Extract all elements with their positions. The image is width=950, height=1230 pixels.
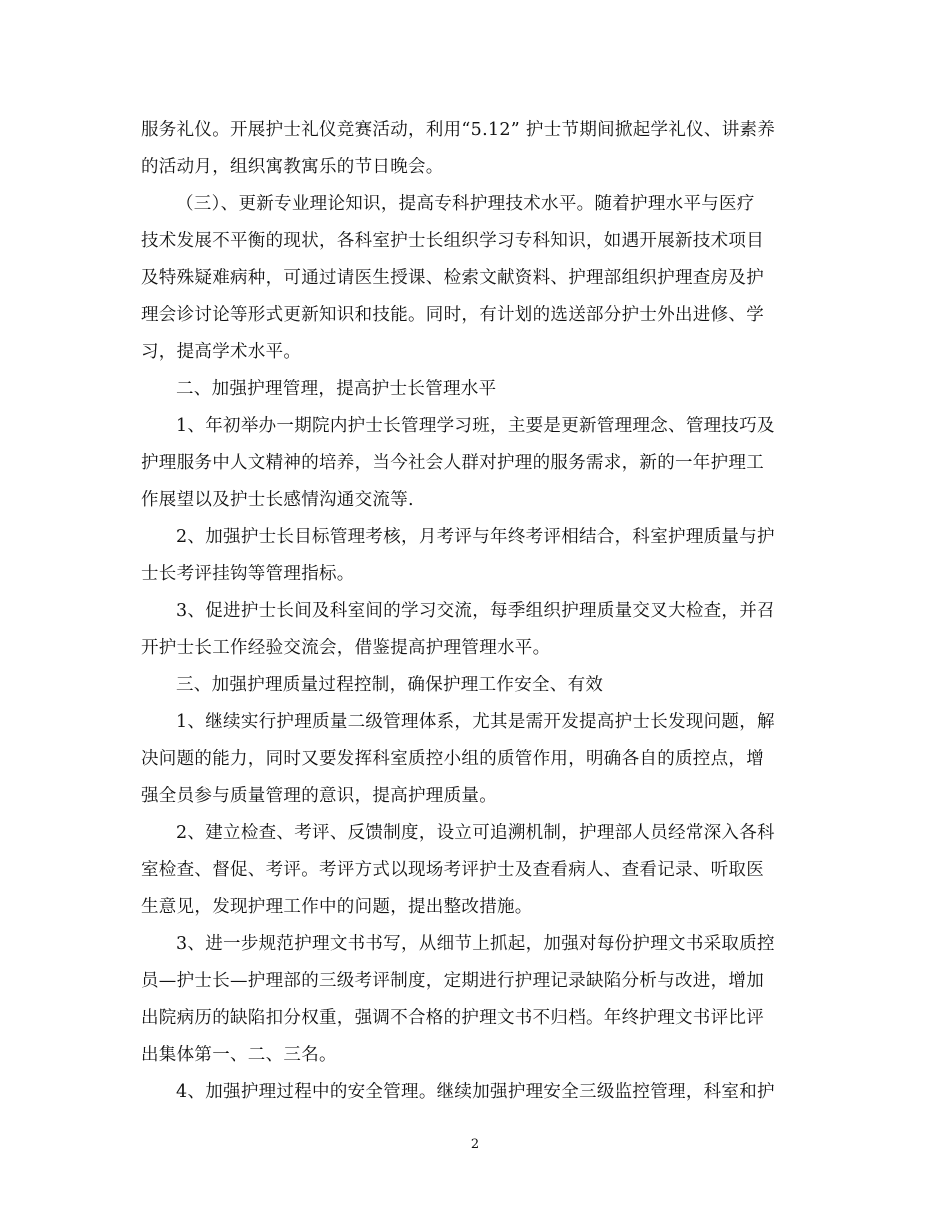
text-line: 2、建立检查、考评、反馈制度，设立可追溯机制，护理部人员经常深入各科	[176, 823, 775, 843]
text-line: 强全员参与质量管理的意识，提高护理质量。	[141, 786, 497, 806]
text-line: 的活动月，组织寓教寓乐的节日晚会。	[141, 157, 444, 177]
text-line: 室检查、督促、考评。考评方式以现场考评护士及查看病人、查看记录、听取医	[141, 860, 764, 880]
text-line: 1、继续实行护理质量二级管理体系，尤其是需开发提高护士长发现问题，解	[176, 712, 775, 732]
page-number: 2	[470, 1137, 480, 1152]
text-line: 4、加强护理过程中的安全管理。继续加强护理安全三级监控管理，科室和护	[176, 1082, 775, 1102]
text-line: 二、加强护理管理，提高护士长管理水平	[176, 379, 497, 399]
text-line: （三）、更新专业理论知识，提高专科护理技术水平。随着护理水平与医疗	[176, 194, 755, 214]
text-line: 出集体第一、二、三名。	[141, 1045, 337, 1065]
text-line: 出院病历的缺陷扣分权重，强调不合格的护理文书不归档。年终护理文书评比评	[141, 1008, 764, 1028]
text-line: 理会诊讨论等形式更新知识和技能。同时，有计划的选送部分护士外出进修、学	[141, 305, 764, 325]
text-line: 生意见，发现护理工作中的问题，提出整改措施。	[141, 897, 533, 917]
text-line: 1、年初举办一期院内护士长管理学习班，主要是更新管理理念、管理技巧及	[176, 416, 775, 436]
text-line: 服务礼仪。开展护士礼仪竞赛活动，利用“5.12” 护士节期间掀起学礼仪、讲素养	[141, 120, 776, 140]
text-line: 习，提高学术水平。	[141, 342, 302, 362]
text-line: 及特殊疑难病种，可通过请医生授课、检索文献资料、护理部组织护理查房及护	[141, 268, 764, 288]
text-line: 3、促进护士长间及科室间的学习交流，每季组织护理质量交叉大检查，并召	[176, 601, 775, 621]
body-text	[141, 112, 806, 1111]
text-line: 3、进一步规范护理文书书写，从细节上抓起，加强对每份护理文书采取质控	[176, 934, 775, 954]
text-line: 2、加强护士长目标管理考核，月考评与年终考评相结合，科室护理质量与护	[176, 527, 775, 547]
text-line: 作展望以及护士长感情沟通交流等.	[141, 490, 414, 510]
text-line: 技术发展不平衡的现状，各科室护士长组织学习专科知识，如遇开展新技术项目	[141, 231, 764, 251]
text-line: 三、加强护理质量过程控制，确保护理工作安全、有效	[176, 675, 604, 695]
text-line: 开护士长工作经验交流会，借鉴提高护理管理水平。	[141, 638, 551, 658]
text-line: 士长考评挂钩等管理指标。	[141, 564, 355, 584]
text-line: 护理服务中人文精神的培养，当今社会人群对护理的服务需求，新的一年护理工	[141, 453, 764, 473]
text-line: 决问题的能力，同时又要发挥科室质控小组的质管作用，明确各自的质控点，增	[141, 749, 764, 769]
text-line: 员—护士长—护理部的三级考评制度，定期进行护理记录缺陷分析与改进，增加	[141, 971, 764, 991]
